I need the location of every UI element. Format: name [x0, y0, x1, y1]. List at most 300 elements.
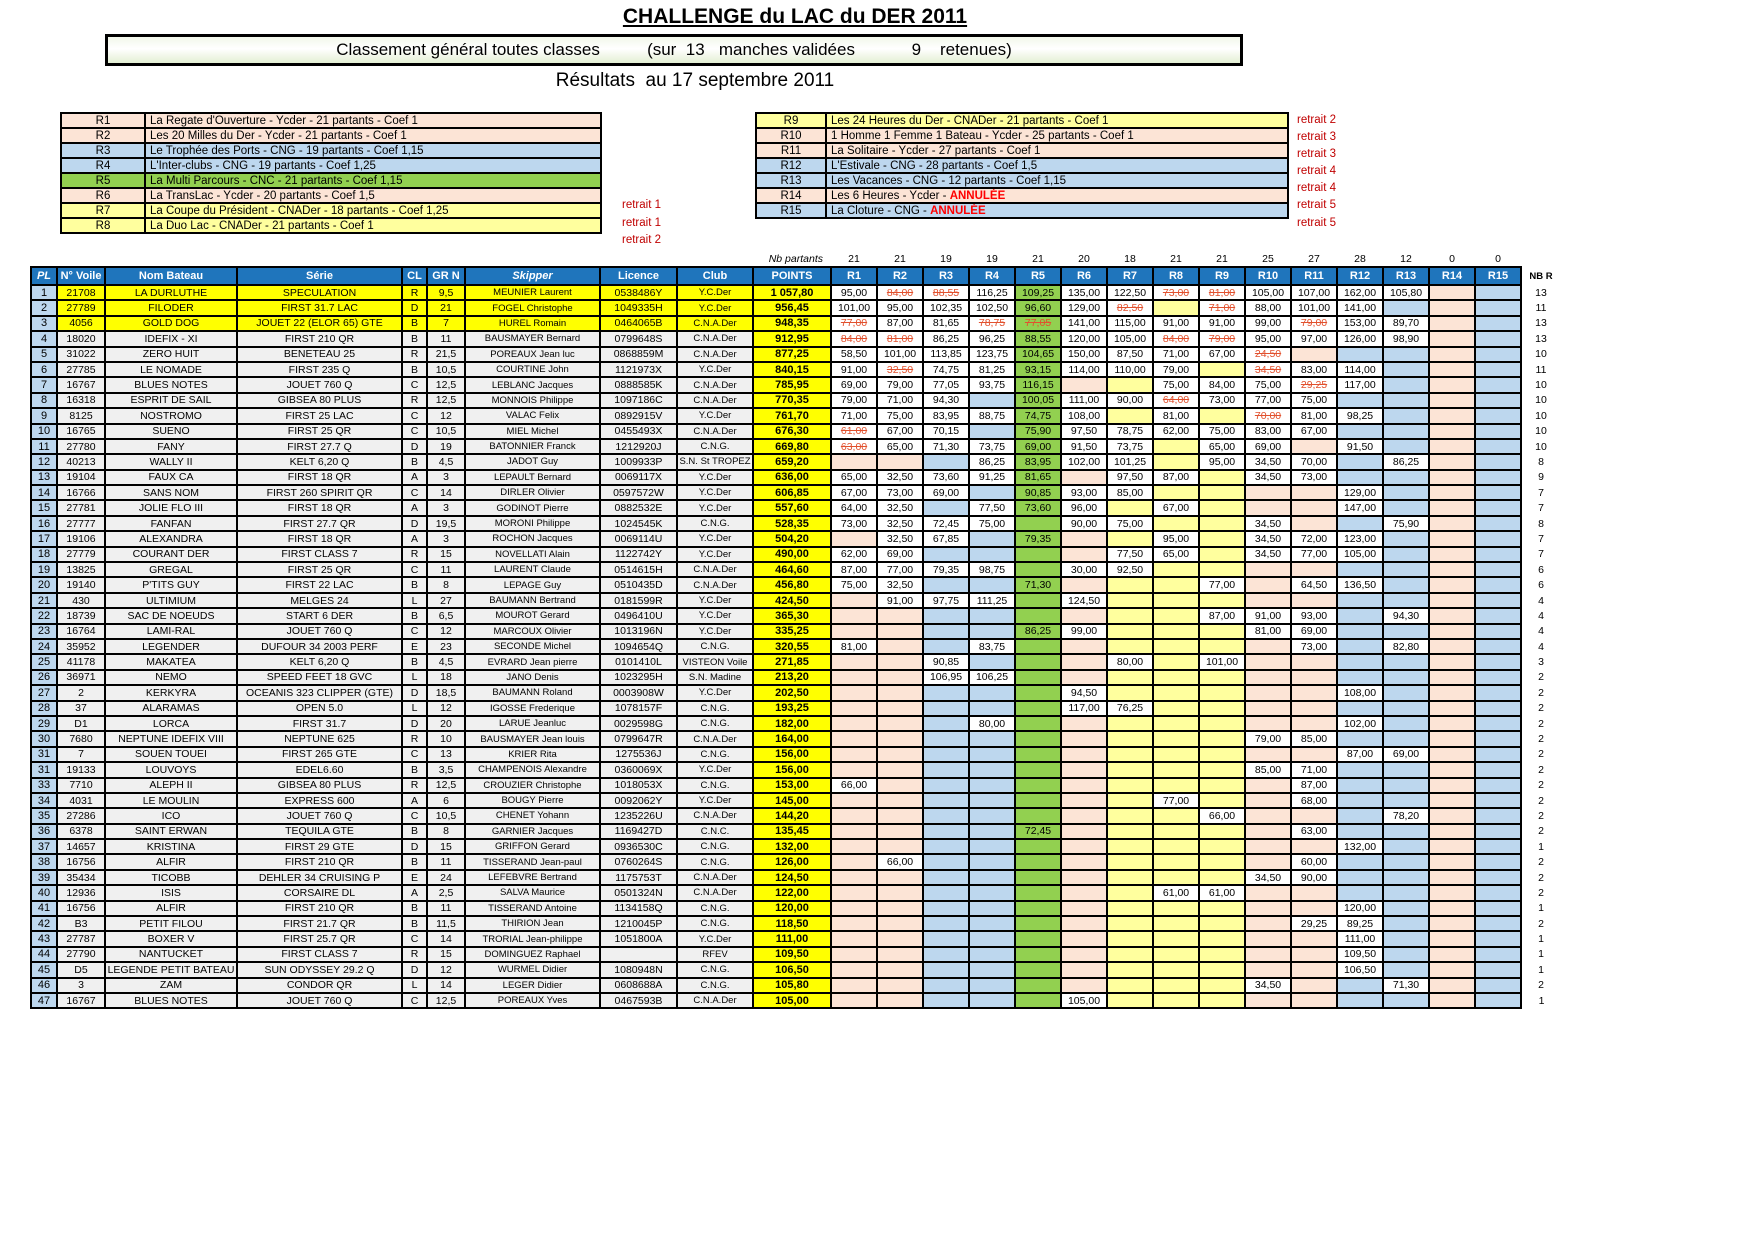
race-cell-r6 — [1061, 824, 1107, 839]
cell-club: C.N.C. — [677, 824, 753, 839]
race-cell-r12 — [1337, 870, 1383, 885]
cell-points: 164,00 — [753, 731, 831, 746]
table-row — [31, 747, 1561, 762]
cell-nbr: 2 — [1521, 885, 1561, 900]
cell-pl: 44 — [31, 947, 57, 962]
cell-nom-bateau: SAINT ERWAN — [105, 824, 237, 839]
race-cell-r2: 77,00 — [877, 562, 923, 577]
column-header-r11: R11 — [1291, 267, 1337, 285]
cell-gr-n: 7 — [427, 316, 465, 331]
table-row — [31, 577, 1561, 592]
race-cell-r11 — [1291, 808, 1337, 823]
race-cell-r2: 66,00 — [877, 854, 923, 869]
race-cell-r7: 73,75 — [1107, 439, 1153, 454]
legend-annulee-flag: ANNULÉE — [949, 189, 1006, 202]
race-cell-r4: 81,25 — [969, 362, 1015, 377]
table-row — [31, 608, 1561, 623]
cell-nom-bateau: FAUX CA — [105, 470, 237, 485]
race-cell-r4 — [969, 424, 1015, 439]
legend-row — [61, 128, 601, 143]
cell-nbr: 2 — [1521, 978, 1561, 993]
race-cell-r2 — [877, 793, 923, 808]
race-cell-r4: 111,25 — [969, 593, 1015, 608]
cell-nom-bateau: IDEFIX - XI — [105, 331, 237, 346]
cell-pl: 14 — [31, 485, 57, 500]
cell-cl: C — [402, 485, 427, 500]
race-cell-r2: 91,00 — [877, 593, 923, 608]
column-header-skipper: Skipper — [465, 267, 600, 285]
race-cell-r8 — [1153, 778, 1199, 793]
race-cell-r9 — [1199, 870, 1245, 885]
cell-cl: C — [402, 808, 427, 823]
cell-points: 193,25 — [753, 701, 831, 716]
race-cell-r4 — [969, 962, 1015, 977]
race-cell-r6 — [1061, 793, 1107, 808]
cell-pl: 30 — [31, 731, 57, 746]
race-cell-r7: 82,50 — [1107, 300, 1153, 315]
column-header-r15: R15 — [1475, 267, 1521, 285]
race-cell-r2 — [877, 639, 923, 654]
race-cell-r12: 162,00 — [1337, 285, 1383, 300]
cell-gr-n: 12 — [427, 962, 465, 977]
race-cell-r9 — [1199, 793, 1245, 808]
race-cell-r5: 79,35 — [1015, 531, 1061, 546]
race-cell-r12 — [1337, 654, 1383, 669]
cell-gr-n: 14 — [427, 485, 465, 500]
race-cell-r14 — [1429, 854, 1475, 869]
legend-row — [61, 143, 601, 158]
race-cell-r6 — [1061, 916, 1107, 931]
race-cell-r12 — [1337, 978, 1383, 993]
race-cell-r1: 69,00 — [831, 377, 877, 392]
race-cell-r15 — [1475, 639, 1521, 654]
race-cell-r4 — [969, 685, 1015, 700]
race-cell-r7: 80,00 — [1107, 654, 1153, 669]
race-cell-r4 — [969, 824, 1015, 839]
cell-skipper: HUREL Romain — [465, 316, 600, 331]
race-cell-r6 — [1061, 931, 1107, 946]
cell-voile: 27781 — [57, 500, 105, 515]
race-cell-r2 — [877, 778, 923, 793]
cell-club: C.N.G. — [677, 854, 753, 869]
cell-licence: 0510435D — [600, 577, 677, 592]
race-cell-r4 — [969, 839, 1015, 854]
race-cell-r11: 75,00 — [1291, 393, 1337, 408]
cell-pl: 40 — [31, 885, 57, 900]
race-cell-r10: 34,50 — [1245, 870, 1291, 885]
cell-gr-n: 11 — [427, 854, 465, 869]
cell-points: 320,55 — [753, 639, 831, 654]
cell-nom-bateau: FANY — [105, 439, 237, 454]
cell-nbr: 7 — [1521, 547, 1561, 562]
race-cell-r13 — [1383, 885, 1429, 900]
cell-points: 659,20 — [753, 454, 831, 469]
cell-club: Y.C.Der — [677, 531, 753, 546]
cell-points: 271,85 — [753, 654, 831, 669]
cell-licence: 1094654Q — [600, 639, 677, 654]
race-cell-r9 — [1199, 901, 1245, 916]
race-cell-r1: 64,00 — [831, 500, 877, 515]
race-cell-r6 — [1061, 762, 1107, 777]
legend-race-code: R11 — [756, 143, 826, 158]
cell-pl: 33 — [31, 778, 57, 793]
race-cell-r3 — [923, 962, 969, 977]
race-cell-r3: 88,55 — [923, 285, 969, 300]
column-header-r8: R8 — [1153, 267, 1199, 285]
race-cell-r12: 129,00 — [1337, 485, 1383, 500]
race-cell-r13: 82,80 — [1383, 639, 1429, 654]
cell-points: 144,20 — [753, 808, 831, 823]
race-cell-r5: 90,85 — [1015, 485, 1061, 500]
cell-gr-n: 9,5 — [427, 285, 465, 300]
race-cell-r3 — [923, 901, 969, 916]
legend-race-description: 1 Homme 1 Femme 1 Bateau - Ycder - 25 partants - Coef 1 — [826, 128, 1288, 143]
cell-points: 676,30 — [753, 424, 831, 439]
cell-club: RFEV — [677, 947, 753, 962]
cell-points: 111,00 — [753, 931, 831, 946]
race-cell-r5 — [1015, 916, 1061, 931]
race-cell-r7 — [1107, 885, 1153, 900]
cell-points: 528,35 — [753, 516, 831, 531]
race-cell-r2: 32,50 — [877, 362, 923, 377]
race-cell-r8: 61,00 — [1153, 885, 1199, 900]
cell-serie: SPEED FEET 18 GVC — [237, 670, 402, 685]
race-cell-r10 — [1245, 824, 1291, 839]
race-cell-r9 — [1199, 747, 1245, 762]
column-header-r6: R6 — [1061, 267, 1107, 285]
race-cell-r10: 34,50 — [1245, 547, 1291, 562]
race-cell-r8: 84,00 — [1153, 331, 1199, 346]
race-cell-r9 — [1199, 854, 1245, 869]
race-cell-r5: 116,15 — [1015, 377, 1061, 392]
cell-gr-n: 6,5 — [427, 608, 465, 623]
race-cell-r5 — [1015, 685, 1061, 700]
race-cell-r2 — [877, 870, 923, 885]
cell-gr-n: 4,5 — [427, 654, 465, 669]
cell-pl: 42 — [31, 916, 57, 931]
cell-points: 153,00 — [753, 778, 831, 793]
race-cell-r14 — [1429, 916, 1475, 931]
cell-serie: FIRST 18 QR — [237, 531, 402, 546]
cell-serie: BENETEAU 25 — [237, 347, 402, 362]
cell-club: Y.C.Der — [677, 593, 753, 608]
cell-voile: 16764 — [57, 624, 105, 639]
cell-cl: L — [402, 978, 427, 993]
cell-skipper: CHENET Yohann — [465, 808, 600, 823]
cell-pl: 25 — [31, 654, 57, 669]
race-cell-r13 — [1383, 470, 1429, 485]
nb-partants-value-R10: 25 — [1245, 252, 1291, 267]
race-cell-r2 — [877, 808, 923, 823]
table-row — [31, 500, 1561, 515]
cell-points: 365,30 — [753, 608, 831, 623]
race-cell-r12: 87,00 — [1337, 747, 1383, 762]
race-cell-r6 — [1061, 716, 1107, 731]
cell-points: 335,25 — [753, 624, 831, 639]
cell-licence: 0101410L — [600, 654, 677, 669]
race-cell-r9 — [1199, 531, 1245, 546]
race-cell-r13 — [1383, 577, 1429, 592]
race-cell-r8 — [1153, 562, 1199, 577]
cell-licence: 0181599R — [600, 593, 677, 608]
cell-nom-bateau: KERKYRA — [105, 685, 237, 700]
race-cell-r14 — [1429, 778, 1475, 793]
cell-skipper: NOVELLATI Alain — [465, 547, 600, 562]
retrait-label: retrait 2 — [1297, 114, 1336, 126]
race-cell-r15 — [1475, 300, 1521, 315]
column-header-n-voile: N° Voile — [57, 267, 105, 285]
race-cell-r15 — [1475, 577, 1521, 592]
cell-voile: 40213 — [57, 454, 105, 469]
legend-race-code: R10 — [756, 128, 826, 143]
cell-gr-n: 4,5 — [427, 454, 465, 469]
race-cell-r3: 71,30 — [923, 439, 969, 454]
classification-banner — [105, 34, 1243, 66]
race-cell-r1 — [831, 608, 877, 623]
cell-serie: SUN ODYSSEY 29.2 Q — [237, 962, 402, 977]
cell-nbr: 11 — [1521, 300, 1561, 315]
cell-club: Y.C.Der — [677, 793, 753, 808]
race-cell-r13 — [1383, 670, 1429, 685]
cell-voile: 18739 — [57, 608, 105, 623]
race-cell-r2: 71,00 — [877, 393, 923, 408]
race-cell-r3: 106,95 — [923, 670, 969, 685]
cell-cl: D — [402, 839, 427, 854]
cell-nbr: 3 — [1521, 654, 1561, 669]
race-cell-r10: 69,00 — [1245, 439, 1291, 454]
cell-gr-n: 12 — [427, 408, 465, 423]
race-cell-r14 — [1429, 793, 1475, 808]
cell-serie: JOUET 760 Q — [237, 808, 402, 823]
race-cell-r10: 75,00 — [1245, 377, 1291, 392]
race-cell-r6 — [1061, 670, 1107, 685]
race-cell-r9 — [1199, 516, 1245, 531]
cell-club: C.N.G. — [677, 839, 753, 854]
race-cell-r15 — [1475, 454, 1521, 469]
race-cell-r13 — [1383, 839, 1429, 854]
race-cell-r3: 83,95 — [923, 408, 969, 423]
race-cell-r14 — [1429, 839, 1475, 854]
race-cell-r10 — [1245, 993, 1291, 1008]
cell-skipper: VALAC Felix — [465, 408, 600, 423]
race-cell-r9 — [1199, 562, 1245, 577]
cell-points: 135,45 — [753, 824, 831, 839]
race-cell-r3 — [923, 454, 969, 469]
race-cell-r8 — [1153, 485, 1199, 500]
cell-voile: 36971 — [57, 670, 105, 685]
race-cell-r12 — [1337, 516, 1383, 531]
cell-points: 213,20 — [753, 670, 831, 685]
race-cell-r2: 84,00 — [877, 285, 923, 300]
cell-nbr: 9 — [1521, 470, 1561, 485]
cell-nom-bateau: ALFIR — [105, 901, 237, 916]
race-cell-r5 — [1015, 701, 1061, 716]
race-cell-r15 — [1475, 962, 1521, 977]
race-cell-r3: 79,35 — [923, 562, 969, 577]
race-cell-r8 — [1153, 577, 1199, 592]
nb-partants-value-R6: 20 — [1061, 252, 1107, 267]
race-cell-r1 — [831, 808, 877, 823]
column-header-pl: PL — [31, 267, 57, 285]
cell-nom-bateau: FANFAN — [105, 516, 237, 531]
cell-gr-n: 6 — [427, 793, 465, 808]
race-cell-r6 — [1061, 870, 1107, 885]
race-cell-r6 — [1061, 639, 1107, 654]
table-row — [31, 670, 1561, 685]
race-cell-r9: 71,00 — [1199, 300, 1245, 315]
race-cell-r2: 67,00 — [877, 424, 923, 439]
table-row — [31, 331, 1561, 346]
table-row — [31, 839, 1561, 854]
race-cell-r2 — [877, 747, 923, 762]
cell-nbr: 13 — [1521, 316, 1561, 331]
race-cell-r15 — [1475, 731, 1521, 746]
race-cell-r3: 90,85 — [923, 654, 969, 669]
race-cell-r7 — [1107, 993, 1153, 1008]
race-cell-r14 — [1429, 716, 1475, 731]
race-cell-r4 — [969, 547, 1015, 562]
race-cell-r6: 117,00 — [1061, 701, 1107, 716]
race-cell-r15 — [1475, 500, 1521, 515]
race-cell-r8 — [1153, 931, 1199, 946]
table-row — [31, 778, 1561, 793]
cell-voile: 21708 — [57, 285, 105, 300]
cell-skipper: LEFEBVRE Bertrand — [465, 870, 600, 885]
race-cell-r9 — [1199, 470, 1245, 485]
race-cell-r4 — [969, 577, 1015, 592]
race-cell-r7 — [1107, 762, 1153, 777]
race-cell-r1: 79,00 — [831, 393, 877, 408]
cell-serie: FIRST 260 SPIRIT QR — [237, 485, 402, 500]
cell-nom-bateau: TICOBB — [105, 870, 237, 885]
race-cell-r7 — [1107, 931, 1153, 946]
cell-gr-n: 19,5 — [427, 516, 465, 531]
cell-licence: 1169427D — [600, 824, 677, 839]
race-cell-r11: 87,00 — [1291, 778, 1337, 793]
race-cell-r13: 78,20 — [1383, 808, 1429, 823]
race-cell-r3 — [923, 500, 969, 515]
race-cell-r2: 32,50 — [877, 516, 923, 531]
race-cell-r3 — [923, 639, 969, 654]
race-cell-r3 — [923, 870, 969, 885]
race-cell-r12: 89,25 — [1337, 916, 1383, 931]
race-cell-r15 — [1475, 870, 1521, 885]
race-cell-r15 — [1475, 439, 1521, 454]
cell-voile: 27789 — [57, 300, 105, 315]
race-cell-r7 — [1107, 670, 1153, 685]
race-cell-r10 — [1245, 808, 1291, 823]
race-cell-r5 — [1015, 947, 1061, 962]
cell-points: 424,50 — [753, 593, 831, 608]
race-cell-r7 — [1107, 854, 1153, 869]
race-cell-r3 — [923, 916, 969, 931]
cell-voile: 19140 — [57, 577, 105, 592]
table-row — [31, 701, 1561, 716]
cell-club: C.N.A.Der — [677, 808, 753, 823]
race-cell-r1 — [831, 978, 877, 993]
race-cell-r7 — [1107, 408, 1153, 423]
column-header-r5: R5 — [1015, 267, 1061, 285]
race-cell-r13 — [1383, 408, 1429, 423]
cell-licence: 1210045P — [600, 916, 677, 931]
race-cell-r12 — [1337, 639, 1383, 654]
race-cell-r10: 34,50 — [1245, 978, 1291, 993]
race-cell-r7: 77,50 — [1107, 547, 1153, 562]
cell-club: C.N.G. — [677, 747, 753, 762]
race-cell-r9: 75,00 — [1199, 424, 1245, 439]
race-cell-r9: 101,00 — [1199, 654, 1245, 669]
race-cell-r1 — [831, 962, 877, 977]
race-cell-r5 — [1015, 778, 1061, 793]
race-cell-r7: 122,50 — [1107, 285, 1153, 300]
cell-points: 912,95 — [753, 331, 831, 346]
cell-skipper: MARCOUX Olivier — [465, 624, 600, 639]
race-cell-r3 — [923, 762, 969, 777]
race-cell-r11 — [1291, 885, 1337, 900]
cell-cl: R — [402, 347, 427, 362]
race-cell-r11: 81,00 — [1291, 408, 1337, 423]
race-cell-r1: 58,50 — [831, 347, 877, 362]
retrait-label: retrait 3 — [1297, 148, 1336, 161]
cell-gr-n: 11 — [427, 331, 465, 346]
cell-nom-bateau: GOLD DOG — [105, 316, 237, 331]
race-cell-r6 — [1061, 531, 1107, 546]
cell-pl: 47 — [31, 993, 57, 1008]
nb-partants-spacer — [1521, 252, 1561, 267]
race-cell-r3: 97,75 — [923, 593, 969, 608]
cell-gr-n: 23 — [427, 639, 465, 654]
race-cell-r8 — [1153, 716, 1199, 731]
legend-race-description: L'Estivale - CNG - 28 partants - Coef 1,5 — [826, 158, 1288, 173]
cell-nom-bateau: KRISTINA — [105, 839, 237, 854]
cell-nbr: 4 — [1521, 593, 1561, 608]
race-cell-r11 — [1291, 685, 1337, 700]
race-cell-r7 — [1107, 639, 1153, 654]
cell-gr-n: 21,5 — [427, 347, 465, 362]
cell-nbr: 6 — [1521, 562, 1561, 577]
cell-serie: DEHLER 34 CRUISING P — [237, 870, 402, 885]
cell-gr-n: 15 — [427, 839, 465, 854]
race-cell-r10 — [1245, 839, 1291, 854]
race-cell-r14 — [1429, 670, 1475, 685]
legend-race-description: L'Inter-clubs - CNG - 19 partants - Coef 1,25 — [145, 158, 601, 173]
cell-cl: B — [402, 362, 427, 377]
race-cell-r12 — [1337, 562, 1383, 577]
race-cell-r8: 71,00 — [1153, 347, 1199, 362]
race-cell-r8 — [1153, 654, 1199, 669]
legend-row — [756, 173, 1288, 188]
cell-cl: D — [402, 716, 427, 731]
legend-row — [61, 218, 601, 233]
race-cell-r4: 86,25 — [969, 454, 1015, 469]
race-cell-r2 — [877, 762, 923, 777]
race-cell-r4: 75,00 — [969, 516, 1015, 531]
cell-cl: R — [402, 393, 427, 408]
cell-points: 182,00 — [753, 716, 831, 731]
race-cell-r4 — [969, 808, 1015, 823]
cell-licence: 1235226U — [600, 808, 677, 823]
race-cell-r11 — [1291, 978, 1337, 993]
legend-race-code: R3 — [61, 143, 145, 158]
table-row — [31, 808, 1561, 823]
race-cell-r3 — [923, 778, 969, 793]
race-cell-r6 — [1061, 778, 1107, 793]
race-cell-r7 — [1107, 778, 1153, 793]
race-cell-r5: 71,30 — [1015, 577, 1061, 592]
cell-nom-bateau: LEGENDER — [105, 639, 237, 654]
cell-points: 202,50 — [753, 685, 831, 700]
cell-gr-n: 10,5 — [427, 362, 465, 377]
